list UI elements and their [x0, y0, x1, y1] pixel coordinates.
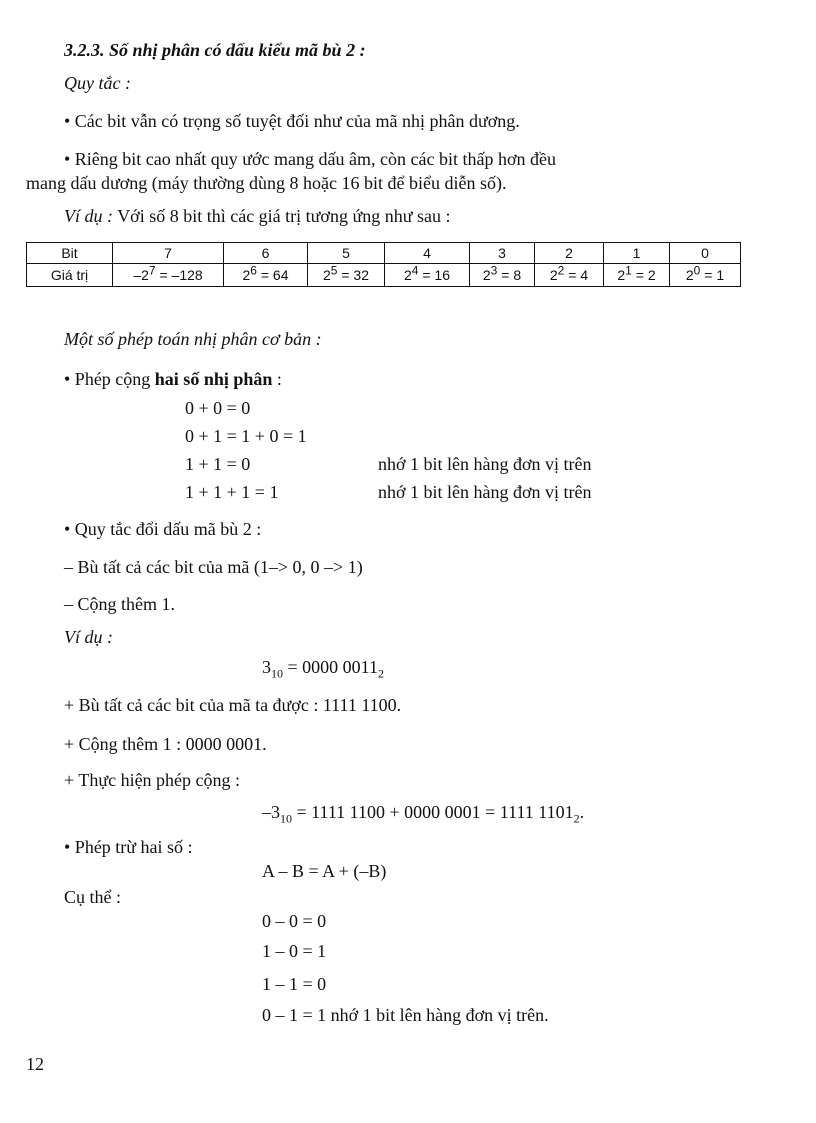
example-2-step-2: + Cộng thêm 1 : 0000 0001. — [64, 734, 267, 754]
add-rule: 0 + 0 = 0 — [185, 398, 251, 418]
table-cell-bit: 0 — [670, 243, 741, 264]
example-1-text: Với số 8 bit thì các giá trị tương ứng như sau : — [117, 206, 451, 226]
add-rule-note: nhớ 1 bit lên hàng đơn vị trên — [378, 482, 592, 502]
rule-2-line-1: • Riêng bit cao nhất quy ước mang dấu âm, còn các bit thấp hơn đều — [64, 149, 556, 169]
table-cell-bit: 2 — [535, 243, 604, 264]
table-cell-value: $2^0 = 1$ — [670, 264, 741, 287]
example-1-label: Ví dụ : — [64, 206, 113, 226]
sub-rule: 0 – 1 = 1 nhớ 1 bit lên hàng đơn vị trên. — [262, 1005, 549, 1025]
page-number: 12 — [26, 1054, 44, 1074]
table-cell-bit: 5 — [308, 243, 385, 264]
sub-rule: 0 – 0 = 0 — [262, 911, 327, 931]
table-cell-bit: 6 — [224, 243, 308, 264]
table-cell-bit: 7 — [113, 243, 224, 264]
table-cell-value: $2^1 = 2$ — [604, 264, 670, 287]
table-cell-value: $2^4 = 16$ — [385, 264, 470, 287]
sub-rule: 1 – 0 = 1 — [262, 941, 327, 961]
negation-rule: • Quy tắc đổi dấu mã bù 2 : — [64, 519, 262, 539]
table-cell-value: $-2^7 = -128$ — [113, 264, 224, 287]
table-cell-value: $2^6 = 64$ — [224, 264, 308, 287]
bit-weight-table — [26, 242, 741, 287]
rules-label: Quy tắc : — [64, 73, 131, 93]
negation-step-1: – Bù tất cả các bit của mã (1–> 0, 0 –> 1) — [64, 557, 363, 577]
table-value-row — [27, 264, 741, 287]
sub-rule: 1 – 1 = 0 — [262, 974, 327, 994]
example-2-equation: $3_{10} = 0000$ $0011_2$ — [262, 657, 384, 681]
example-2-label: Ví dụ : — [64, 627, 113, 647]
table-cell-value: $2^2 = 4$ — [535, 264, 604, 287]
subtraction-label: • Phép trừ hai số : — [64, 837, 193, 857]
table-cell-bit: 3 — [470, 243, 535, 264]
table-value-label: Giá trị — [27, 264, 113, 287]
example-1 — [64, 205, 450, 227]
example-2-step-1: + Bù tất cả các bit của mã ta được : 1111 1100. — [64, 695, 402, 715]
add-rule-note: nhớ 1 bit lên hàng đơn vị trên — [378, 454, 592, 474]
section-heading: 3.2.3. Số nhị phân có dấu kiểu mã bù 2 : — [64, 40, 366, 60]
add-rule: 1 + 1 + 1 = 1 — [185, 482, 279, 502]
example-2-result: $-3_{10} = 1111$ 1100 + 0000 0001 = 1111 $1101_2$. — [262, 802, 585, 826]
table-cell-value: $2^5 = 32$ — [308, 264, 385, 287]
add-rule: 1 + 1 = 0 — [185, 454, 251, 474]
subtraction-formula: A – B = A + (–B) — [262, 861, 387, 881]
table-cell-bit: 4 — [385, 243, 470, 264]
addition-bullet: • Phép cộng hai số nhị phân : — [64, 369, 282, 389]
rule-2-line-2: mang dấu dương (máy thường dùng 8 hoặc 16 bit để biểu diễn số). — [26, 173, 507, 193]
add-rule: 0 + 1 = 1 + 0 = 1 — [185, 426, 307, 446]
table-cell-bit: 1 — [604, 243, 670, 264]
ops-heading: Một số phép toán nhị phân cơ bản : — [64, 329, 322, 349]
table-cell-value: $2^3 = 8$ — [470, 264, 535, 287]
table-header-label: Bit — [27, 243, 113, 264]
detail-label: Cụ thể : — [64, 887, 121, 907]
rule-1: • Các bit vẫn có trọng số tuyệt đối như của mã nhị phân dương. — [64, 111, 520, 131]
negation-step-2: – Cộng thêm 1. — [64, 594, 175, 614]
table-header-row — [27, 243, 741, 264]
example-2-step-3: + Thực hiện phép cộng : — [64, 770, 241, 790]
